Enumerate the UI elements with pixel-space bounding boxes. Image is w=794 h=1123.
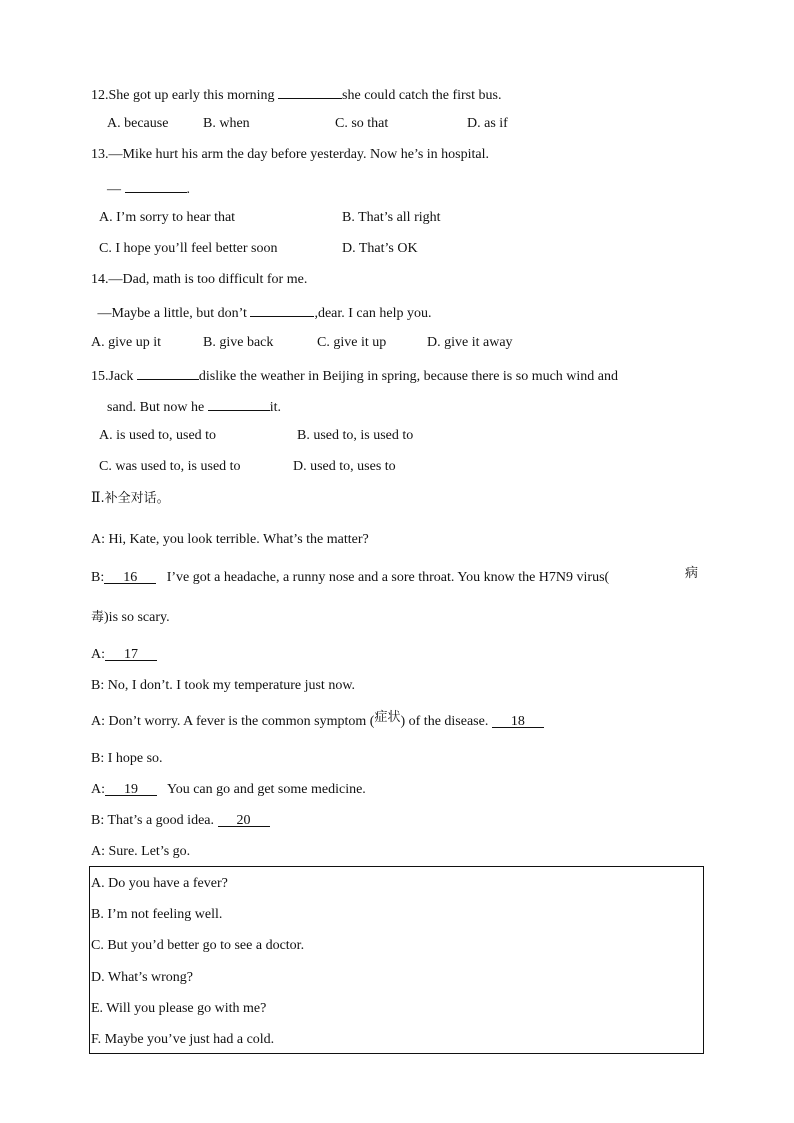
- q13-option-a: A. I’m sorry to hear that: [99, 210, 236, 225]
- q14-option-d: D. give it away: [427, 335, 513, 350]
- dialogue-line-7: B: I hope so.: [91, 751, 163, 766]
- q15-line2-end: it.: [269, 400, 281, 415]
- dialogue-line-6: [91, 710, 544, 731]
- dialogue-line-6-start: A: Don’t worry. A fever is the common symptom (: [91, 714, 375, 729]
- question-13-stem: 13.—Mike hurt his arm the day before yesterday. Now he’s in hospital.: [91, 147, 490, 162]
- q15-option-a: A. is used to, used to: [99, 428, 217, 443]
- dialogue-line-5: B: No, I don’t. I took my temperature just now.: [91, 678, 356, 693]
- q12-stem-start: 12.She got up early this morning: [91, 88, 279, 103]
- dialogue-line-2: [91, 569, 609, 587]
- section-2-heading: [91, 490, 170, 508]
- q15-option-b: B. used to, is used to: [297, 428, 414, 443]
- question-15-stem: [91, 365, 618, 386]
- q14-reply-end: ,dear. I can help you.: [314, 306, 432, 321]
- answer-blank: [278, 84, 342, 99]
- choices-box: [89, 866, 704, 1054]
- q15-stem-start: 15.Jack: [91, 369, 137, 384]
- q15-line2-start: sand. But now he: [107, 400, 208, 415]
- answer-blank: [208, 396, 270, 411]
- q13-option-d: D. That’s OK: [342, 241, 418, 256]
- q13-period: .: [186, 182, 190, 197]
- q14-option-c: C. give it up: [317, 335, 387, 350]
- q12-stem-end: she could catch the first bus.: [342, 88, 502, 103]
- blank-19: 19: [105, 781, 157, 796]
- dialogue-line-1: A: Hi, Kate, you look terrible. What’s the matter?: [91, 532, 369, 547]
- blank-18: 18: [492, 713, 544, 728]
- choice-f: F. Maybe you’ve just had a cold.: [91, 1032, 275, 1047]
- choice-a: A. Do you have a fever?: [91, 876, 228, 891]
- answer-blank: [125, 178, 187, 193]
- q12-option-b: B. when: [203, 116, 250, 131]
- dialogue-line-2-text: I’ve got a headache, a runny nose and a sore throat. You know the H7N9 virus(: [156, 570, 610, 585]
- answer-blank: [137, 365, 199, 380]
- blank-17: 17: [105, 646, 157, 661]
- section-numeral: Ⅱ: [91, 491, 101, 506]
- dialogue-line-8: [91, 781, 366, 799]
- dialogue-line-8-text: You can go and get some medicine.: [157, 782, 366, 797]
- question-12-stem: [91, 84, 501, 105]
- speaker-b: B:: [91, 570, 105, 585]
- choice-e: E. Will you please go with me?: [91, 1001, 267, 1016]
- dialogue-line-3: [91, 609, 170, 627]
- dialogue-line-4: [91, 646, 157, 664]
- dialogue-line-9-start: B: That’s a good idea.: [91, 813, 218, 828]
- q13-reply: [107, 178, 190, 199]
- q12-option-c: C. so that: [335, 116, 389, 131]
- speaker-a: A:: [91, 647, 105, 662]
- q14-option-a: A. give up it: [91, 335, 161, 350]
- dialogue-line-10: A: Sure. Let’s go.: [91, 844, 191, 859]
- q15-option-d: D. used to, uses to: [293, 459, 396, 474]
- choice-c: C. But you’d better go to see a doctor.: [91, 938, 305, 953]
- chinese-gloss-bing: 病: [685, 566, 699, 581]
- q13-dash: —: [107, 182, 125, 197]
- choice-d: D. What’s wrong?: [91, 970, 193, 985]
- chinese-gloss-symptom: 症状: [374, 710, 401, 725]
- q14-reply-start: —Maybe a little, but don’t: [94, 306, 251, 321]
- dialogue-line-3-text: )is so scary.: [104, 610, 170, 625]
- chinese-gloss-du: 毒: [91, 610, 105, 625]
- q13-option-c: C. I hope you’ll feel better soon: [99, 241, 278, 256]
- q14-reply: [94, 302, 431, 323]
- question-14-stem: 14.—Dad, math is too difficult for me.: [91, 272, 308, 287]
- dialogue-line-9: [91, 812, 270, 830]
- q14-option-b: B. give back: [203, 335, 274, 350]
- q15-stem-end: dislike the weather in Beijing in spring, because there is so much wind and: [198, 369, 619, 384]
- choice-b: B. I’m not feeling well.: [91, 907, 223, 922]
- q12-option-d: D. as if: [467, 116, 508, 131]
- section-title: .补全对话。: [100, 491, 170, 506]
- blank-20: 20: [218, 812, 270, 827]
- blank-16: 16: [104, 569, 156, 584]
- q15-stem-line2: [107, 396, 281, 417]
- q12-option-a: A. because: [107, 116, 169, 131]
- q13-option-b: B. That’s all right: [342, 210, 441, 225]
- answer-blank: [250, 302, 314, 317]
- q15-option-c: C. was used to, is used to: [99, 459, 241, 474]
- dialogue-line-6-end: ) of the disease.: [400, 714, 492, 729]
- speaker-a: A:: [91, 782, 105, 797]
